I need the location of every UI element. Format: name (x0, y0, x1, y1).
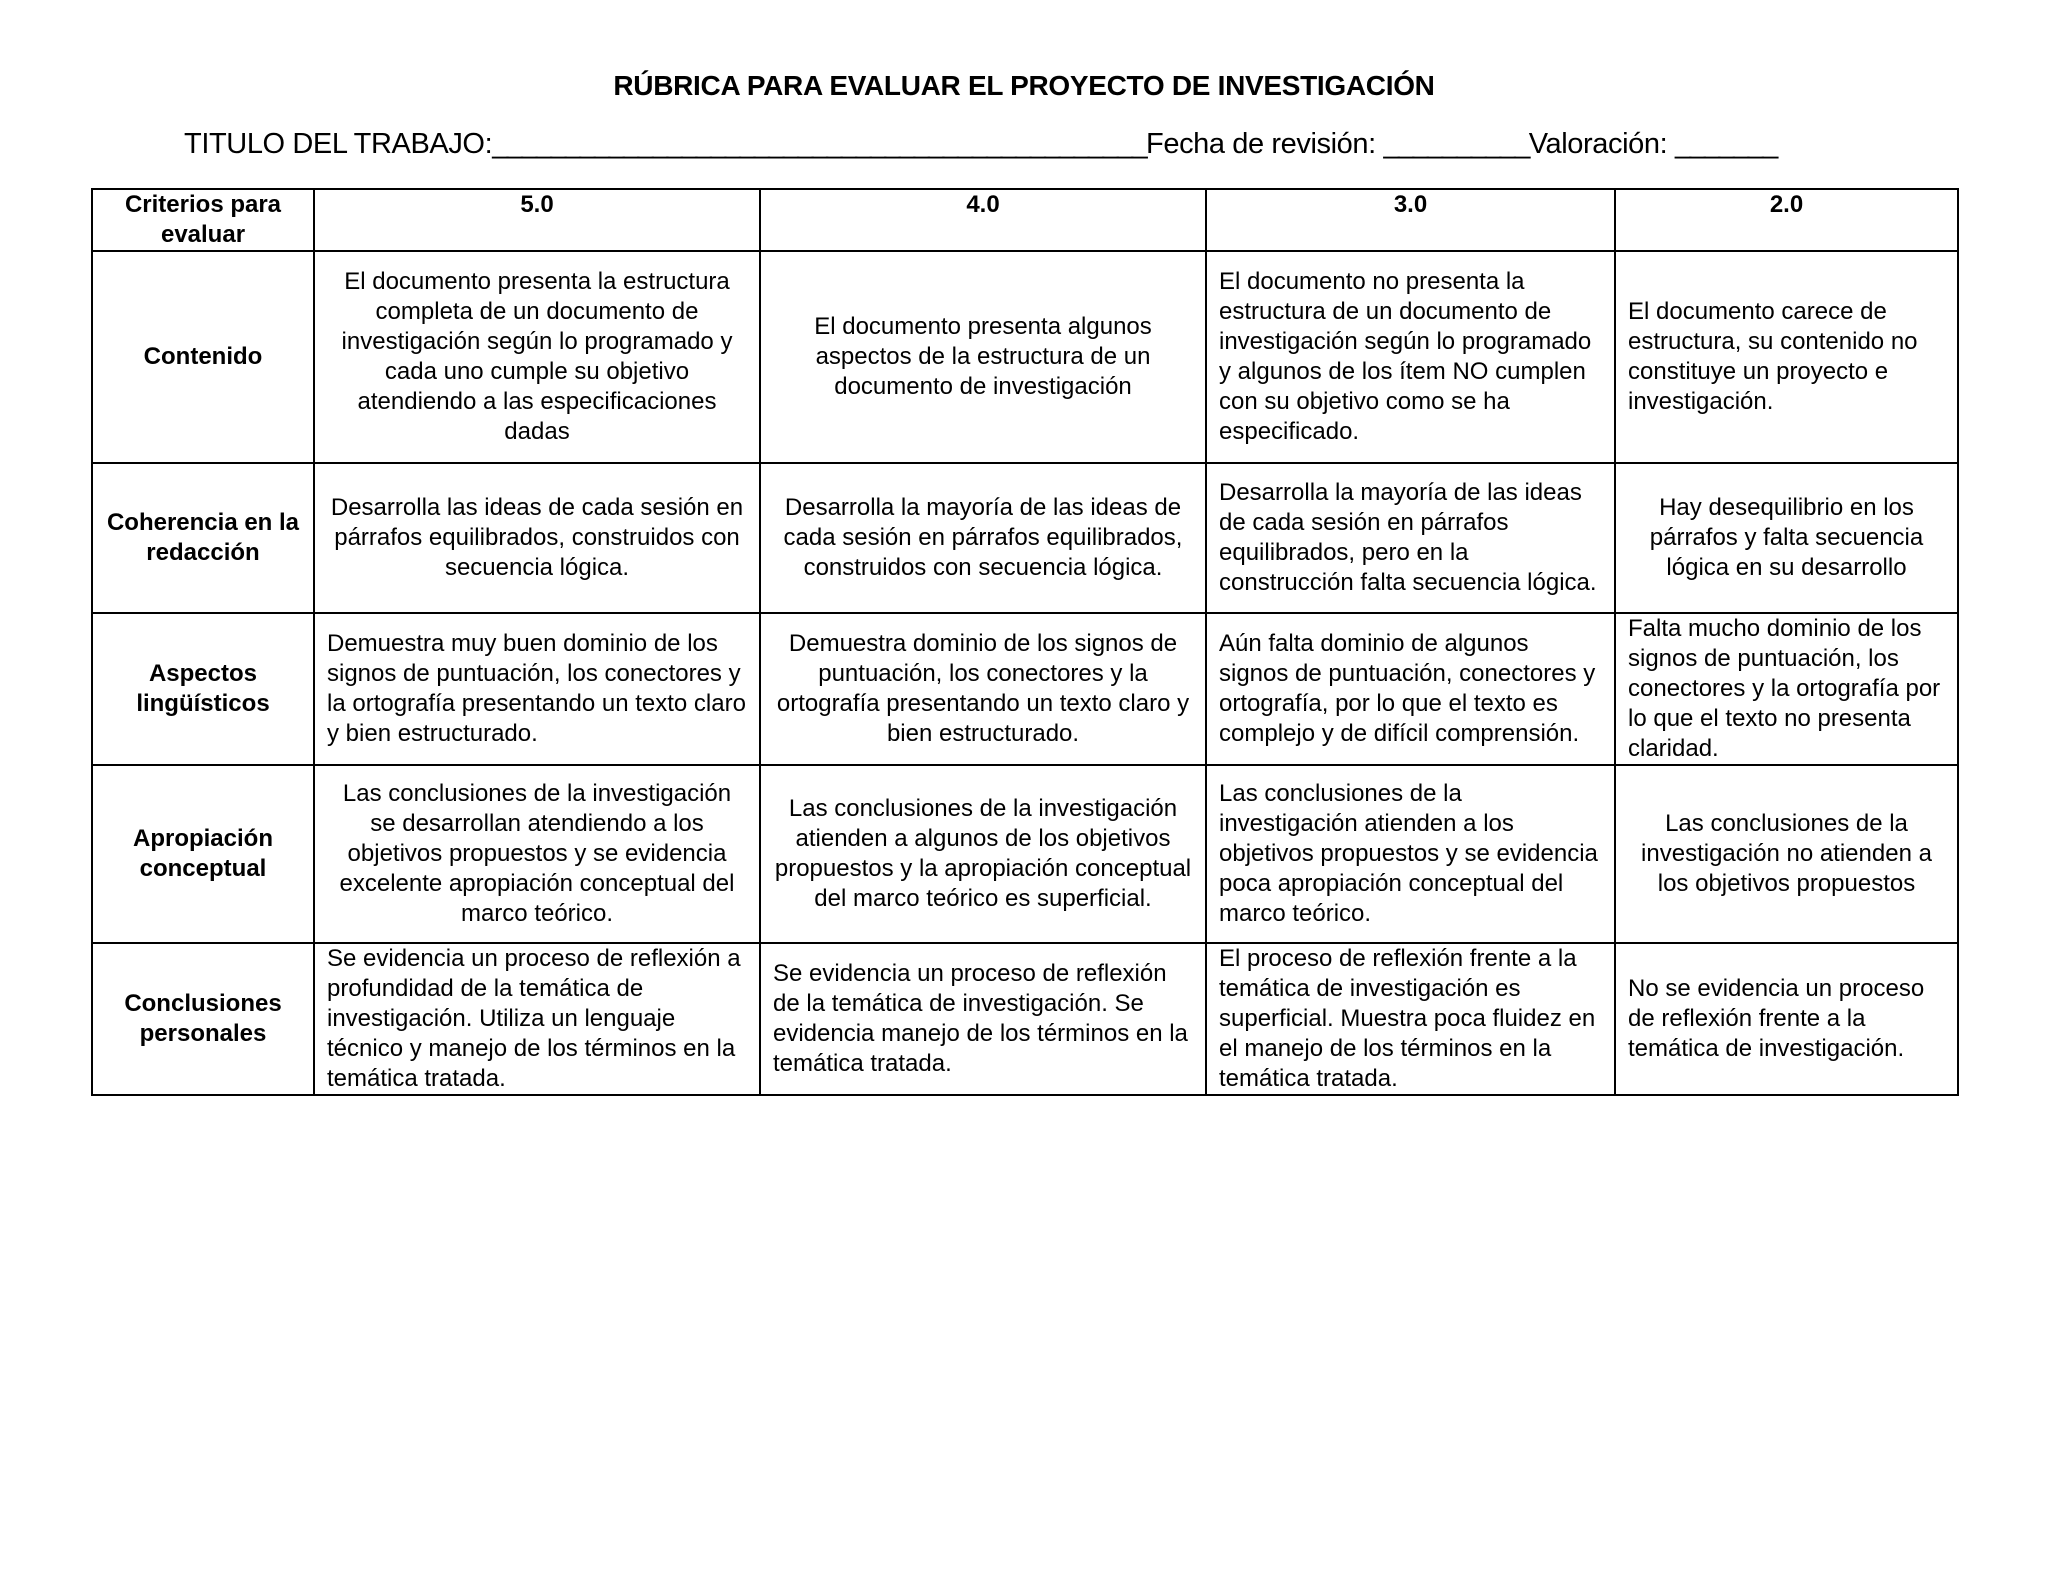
score-2-cell: El documento carece de estructura, su contenido no constituye un proyecto e investigación. (1615, 251, 1958, 463)
work-info-line (184, 128, 1777, 161)
score-2-cell: No se evidencia un proceso de reflexión frente a la temática de investigación. (1615, 943, 1958, 1095)
table-row (92, 943, 1958, 1095)
header-score-4: 4.0 (760, 189, 1206, 251)
table-row (92, 613, 1958, 765)
score-blank: _______ (1674, 128, 1777, 160)
rubric-table (91, 188, 1959, 1096)
score-4-cell: Demuestra dominio de los signos de puntuación, los conectores y la ortografía presentando un texto claro y bien estructurado. (760, 613, 1206, 765)
table-row (92, 463, 1958, 613)
table-row (92, 765, 1958, 943)
score-3-cell: Las conclusiones de la investigación atienden a los objetivos propuestos y se evidencia poca apropiación conceptual del marco teórico. (1206, 765, 1615, 943)
review-date-label: Fecha de revisión: (1146, 128, 1384, 160)
header-score-3: 3.0 (1206, 189, 1615, 251)
header-row (92, 189, 1958, 251)
work-title-label: TITULO DEL TRABAJO: (184, 128, 493, 160)
score-4-cell: El documento presenta algunos aspectos de la estructura de un documento de investigación (760, 251, 1206, 463)
criterion-cell: Contenido (92, 251, 314, 463)
document-title: RÚBRICA PARA EVALUAR EL PROYECTO DE INVESTIGACIÓN (613, 70, 1435, 101)
score-4-cell: Las conclusiones de la investigación atienden a algunos de los objetivos propuestos y la apropiación conceptual del marco teórico es superficial. (760, 765, 1206, 943)
score-5-cell: Demuestra muy buen dominio de los signos de puntuación, los conectores y la ortografía presentando un texto claro y bien estructurado. (314, 613, 760, 765)
table-row (92, 251, 1958, 463)
score-5-cell: Desarrolla las ideas de cada sesión en párrafos equilibrados, construidos con secuencia lógica. (314, 463, 760, 613)
score-3-cell: Desarrolla la mayoría de las ideas de cada sesión en párrafos equilibrados, pero en la construcción falta secuencia lógica. (1206, 463, 1615, 613)
score-4-cell: Se evidencia un proceso de reflexión de la temática de investigación. Se evidencia manejo de los términos en la temática tratada. (760, 943, 1206, 1095)
score-label: Valoración: (1528, 128, 1675, 160)
score-2-cell: Las conclusiones de la investigación no atienden a los objetivos propuestos (1615, 765, 1958, 943)
criterion-cell: Conclusiones personales (92, 943, 314, 1095)
score-5-cell: Se evidencia un proceso de reflexión a profundidad de la temática de investigación. Utiliza un lenguaje técnico y manejo de los términos en la temática tratada. (314, 943, 760, 1095)
score-3-cell: El proceso de reflexión frente a la temática de investigación es superficial. Muestra poca fluidez en el manejo de los términos en la temática tratada. (1206, 943, 1615, 1095)
score-5-cell: El documento presenta la estructura completa de un documento de investigación según lo programado y cada uno cumple su objetivo atendiendo a las especificaciones dadas (314, 251, 760, 463)
criterion-cell: Aspectos lingüísticos (92, 613, 314, 765)
header-criteria: Criterios para evaluar (92, 189, 314, 251)
score-5-cell: Las conclusiones de la investigación se desarrollan atendiendo a los objetivos propuestos y se evidencia excelente apropiación conceptual del marco teórico. (314, 765, 760, 943)
score-4-cell: Desarrolla la mayoría de las ideas de cada sesión en párrafos equilibrados, construidos con secuencia lógica. (760, 463, 1206, 613)
review-date-blank: __________ (1383, 128, 1529, 160)
score-3-cell: Aún falta dominio de algunos signos de puntuación, conectores y ortografía, por lo que el texto es complejo y de difícil comprensión. (1206, 613, 1615, 765)
score-2-cell: Falta mucho dominio de los signos de puntuación, los conectores y la ortografía por lo que el texto no presenta claridad. (1615, 613, 1958, 765)
header-score-2: 2.0 (1615, 189, 1958, 251)
work-title-blank: _____________________________________________ (492, 128, 1147, 160)
score-3-cell: El documento no presenta la estructura de un documento de investigación según lo programado y algunos de los ítem NO cumplen con su objetivo como se ha especificado. (1206, 251, 1615, 463)
score-2-cell: Hay desequilibrio en los párrafos y falta secuencia lógica en su desarrollo (1615, 463, 1958, 613)
header-score-5: 5.0 (314, 189, 760, 251)
criterion-cell: Coherencia en la redacción (92, 463, 314, 613)
criterion-cell: Apropiación conceptual (92, 765, 314, 943)
